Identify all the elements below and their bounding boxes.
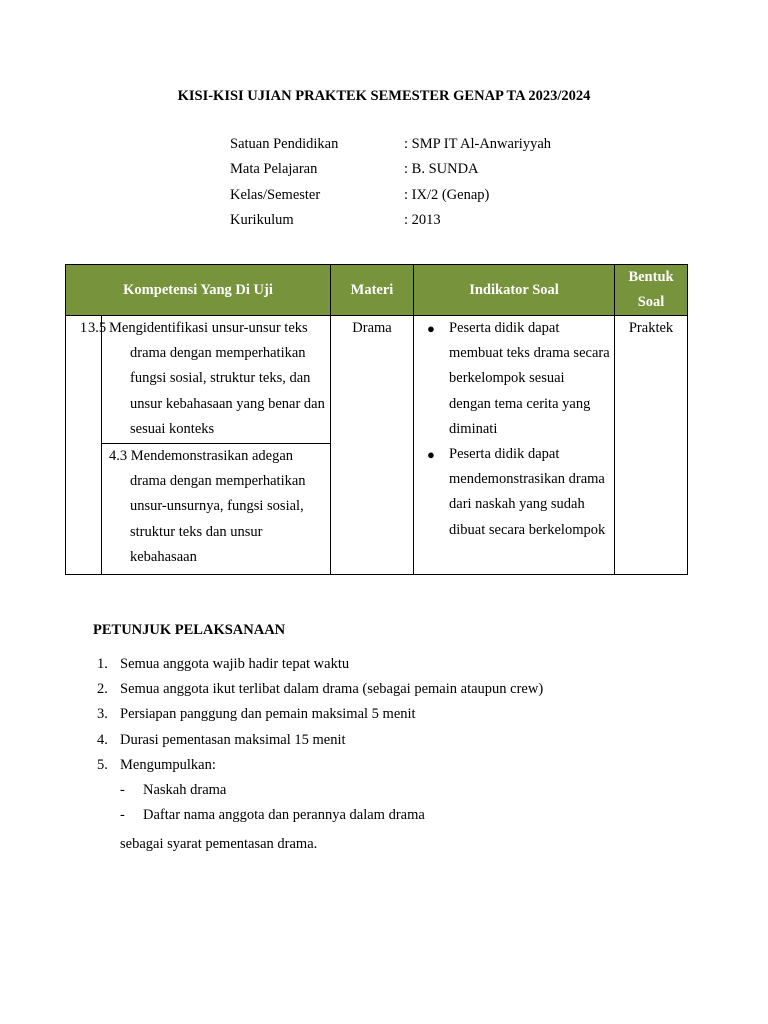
sub-item-text: Naskah drama [143, 782, 227, 799]
indikator-item [427, 442, 610, 543]
header-indikator: Indikator Soal [414, 265, 615, 316]
kompetensi-text: Mengidentifikasi unsur-unsur teks drama dengan memperhatikan fungsi sosial, struktur teks, dan unsur kebahasaan yang benar dan sesuai konteks [109, 320, 325, 437]
indikator-list [427, 316, 610, 543]
header-bentuk-soal [615, 265, 688, 316]
closing-note: sebagai syarat pementasan drama. [120, 836, 318, 852]
info-label: Kurikulum [230, 211, 294, 228]
dash-icon: - [120, 807, 125, 824]
indikator-text: Peserta didik dapat membuat teks drama secara berkelompok sesuai dengan tema cerita yang diminati [449, 320, 610, 437]
header-bentuk-line1: Bentuk [628, 269, 674, 285]
indikator-item [427, 316, 610, 442]
info-row [230, 187, 551, 212]
list-item [93, 728, 543, 753]
bullet-icon: ● [427, 447, 435, 463]
row-number: 1 [66, 316, 102, 575]
kompetensi-item: 3.5 Mengidentifikasi unsur-unsur teks drama dengan memperhatikan fungsi sosial, struktur teks, dan unsur kebahasaan yang benar dan sesuai konteks [88, 320, 325, 437]
kompetensi-code: 4.3 [109, 448, 128, 465]
section-title: PETUNJUK PELAKSANAAN [93, 622, 286, 638]
kompetensi-item [109, 444, 326, 570]
table-header-row [66, 265, 688, 316]
indikator-text: Peserta didik dapat mendemonstrasikan drama dari naskah yang sudah dibuat secara berkelompok [449, 446, 606, 538]
list-text: Mengumpulkan: [120, 756, 216, 773]
info-row [230, 161, 551, 186]
list-number: 4. [97, 731, 108, 748]
list-text: Durasi pementasan maksimal 15 menit [120, 731, 346, 748]
bentuk-soal-cell: Praktek [615, 316, 688, 575]
list-item [93, 652, 543, 677]
list-text: Semua anggota wajib hadir tepat waktu [120, 656, 350, 672]
info-label: Kelas/Semester [230, 186, 321, 203]
list-number: 1. [97, 656, 108, 672]
info-value: : IX/2 (Genap) [404, 186, 490, 203]
list-number: 5. [97, 756, 108, 773]
kisi-kisi-table [65, 264, 688, 575]
identity-info [230, 136, 551, 237]
info-row [230, 136, 551, 161]
list-item [93, 753, 543, 829]
bullet-icon: ● [427, 321, 435, 336]
header-bentuk-line2: Soal [637, 294, 665, 310]
header-materi: Materi [331, 265, 414, 316]
dash-icon: - [120, 782, 125, 799]
list-text: Semua anggota ikut terlibat dalam drama (sebagai pemain ataupun crew) [120, 681, 544, 698]
info-row [230, 212, 551, 237]
info-label: Satuan Pendidikan [230, 136, 339, 152]
list-number: 2. [97, 681, 108, 698]
list-item [93, 677, 543, 702]
table-row [66, 316, 688, 444]
list-text: Persiapan panggung dan pemain maksimal 5 menit [120, 706, 416, 723]
info-label: Mata Pelajaran [230, 161, 318, 178]
instruction-list [93, 652, 543, 828]
info-value: : 2013 [404, 211, 441, 228]
kompetensi-text: Mendemonstrasikan adegan drama dengan memperhatikan unsur-unsurnya, fungsi sosial, struktur teks dan unsur kebahasaan [130, 448, 306, 565]
sub-item-text: Daftar nama anggota dan perannya dalam drama [143, 807, 425, 824]
info-value: : SMP IT Al-Anwariyyah [404, 136, 552, 152]
sub-list [120, 778, 543, 828]
indikator-cell [414, 316, 615, 575]
kompetensi-cell-2 [102, 444, 331, 575]
materi-cell: Drama [331, 316, 414, 575]
document-title: KISI-KISI UJIAN PRAKTEK SEMESTER GENAP TA 2023/2024 [177, 88, 591, 104]
sub-list-item [120, 778, 543, 803]
list-item [93, 702, 543, 727]
info-value: : B. SUNDA [404, 161, 479, 178]
list-number: 3. [97, 706, 108, 723]
sub-list-item [120, 803, 543, 828]
header-kompetensi: Kompetensi Yang Di Uji [66, 265, 331, 316]
kompetensi-cell-1 [88, 316, 331, 444]
